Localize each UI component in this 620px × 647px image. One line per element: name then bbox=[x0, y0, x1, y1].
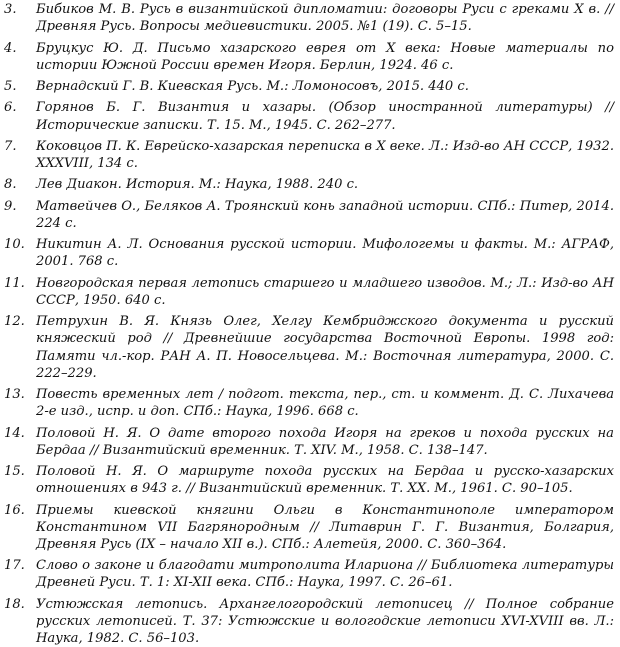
reference-text: Бруцкус Ю. Д. Письмо хазарского еврея от X века: Новые материалы по истории Южной России времен Игоря. Берлин, 1924. 46 с. bbox=[36, 40, 614, 73]
reference-text: Слово о законе и благодати митрополита Илариона // Библиотека литературы Древней Руси. Т. 1: XI-XII века. СПб.: Наука, 1997. С. 26–61. bbox=[36, 558, 614, 591]
reference-text: Устюжская летопись. Архангелогородский летописец // Полное собрание русских летописей. Т. 37: Устюжские и вологодские летописи XVI-XVIII вв. Л.: Наука, 1982. С. 56–103. bbox=[36, 596, 614, 647]
reference-number: 9. bbox=[4, 198, 17, 214]
reference-item bbox=[0, 138, 620, 172]
reference-number: 5. bbox=[4, 79, 17, 94]
reference-number: 12. bbox=[4, 314, 25, 330]
reference-text: Вернадский Г. В. Киевская Русь. М.: Ломоносовъ, 2015. 440 с. bbox=[36, 79, 469, 94]
reference-number: 18. bbox=[4, 596, 25, 612]
reference-text: Петрухин В. Я. Князь Олег, Хелгу Кембриджского документа и русский княжеский род // Древнейшие государства Восточной Европы. 1998 год: Памяти чл.-кор. РАН А. П. Новосельцева. М.: Восточная литература, 2000. С. 222–229. bbox=[36, 314, 614, 381]
reference-number: 17. bbox=[4, 558, 25, 574]
reference-text: Горянов Б. Г. Византия и хазары. (Обзор иностранной литературы) // Исторические записки. Т. 15. М., 1945. С. 262–277. bbox=[36, 100, 614, 133]
reference-text: Лев Диакон. История. М.: Наука, 1988. 240 с. bbox=[36, 177, 359, 193]
reference-number: 16. bbox=[4, 502, 25, 518]
reference-item bbox=[0, 557, 620, 591]
reference-item bbox=[0, 596, 620, 647]
reference-text: Бибиков М. В. Русь в византийской дипломатии: договоры Руси с греками Х в. // Древняя Русь. Вопросы медиевистики. 2005. №1 (19). С. 5–15. bbox=[36, 2, 614, 35]
reference-text: Приемы киевской княгини Ольги в Константинополе императором Константином VII Багрянородным // Литаврин Г. Г. Византия, Болгария, Древняя Русь (IX – начало XII в.). СПб.: Алетейя, 2000. С. 360–364. bbox=[36, 502, 614, 552]
reference-item bbox=[0, 502, 620, 554]
reference-item bbox=[0, 176, 620, 193]
reference-text: Повесть временных лет / подгот. текста, пер., ст. и коммент. Д. С. Лихачева 2-е изд., испр. и доп. СПб.: Наука, 1996. 668 с. bbox=[36, 387, 614, 420]
reference-number: 4. bbox=[4, 40, 17, 56]
reference-item bbox=[0, 40, 620, 74]
reference-item bbox=[0, 425, 620, 459]
reference-item bbox=[0, 386, 620, 420]
reference-item bbox=[0, 463, 620, 497]
reference-number: 3. bbox=[4, 2, 17, 17]
reference-item bbox=[0, 78, 620, 95]
reference-number: 8. bbox=[4, 177, 17, 193]
reference-text: Матвейчев О., Беляков А. Троянский конь западной истории. СПб.: Питер, 2014. 224 с. bbox=[36, 198, 614, 231]
reference-number: 14. bbox=[4, 425, 25, 441]
reference-number: 13. bbox=[4, 387, 25, 402]
reference-item bbox=[0, 313, 620, 382]
reference-number: 7. bbox=[4, 138, 17, 154]
reference-text: Новгородская первая летопись старшего и младшего изводов. М.; Л.: Изд-во АН СССР, 1950. 640 с. bbox=[36, 275, 614, 308]
reference-item bbox=[0, 1, 620, 35]
reference-text: Половой Н. Я. О маршруте похода русских на Бердаа и русско-хазарских отношениях в 943 г. // Византийский временник. Т. XX. М., 1961. С. 90–105. bbox=[36, 464, 614, 497]
reference-list bbox=[0, 1, 620, 647]
reference-number: 15. bbox=[4, 464, 25, 479]
reference-text: Никитин А. Л. Основания русской истории. Мифологемы и факты. М.: АГРАФ, 2001. 768 с. bbox=[36, 237, 614, 270]
reference-number: 6. bbox=[4, 100, 17, 116]
reference-number: 11. bbox=[4, 275, 25, 291]
reference-item bbox=[0, 236, 620, 270]
reference-text: Коковцов П. К. Еврейско-хазарская переписка в Х веке. Л.: Изд-во АН СССР, 1932. XXXVIII, 134 с. bbox=[36, 138, 614, 171]
reference-item bbox=[0, 198, 620, 232]
reference-number: 10. bbox=[4, 237, 25, 253]
reference-item bbox=[0, 275, 620, 309]
reference-text: Половой Н. Я. О дате второго похода Игоря на греков и похода русских на Бердаа // Византийский временник. Т. XIV. М., 1958. С. 138–147. bbox=[36, 425, 614, 458]
reference-item bbox=[0, 99, 620, 133]
